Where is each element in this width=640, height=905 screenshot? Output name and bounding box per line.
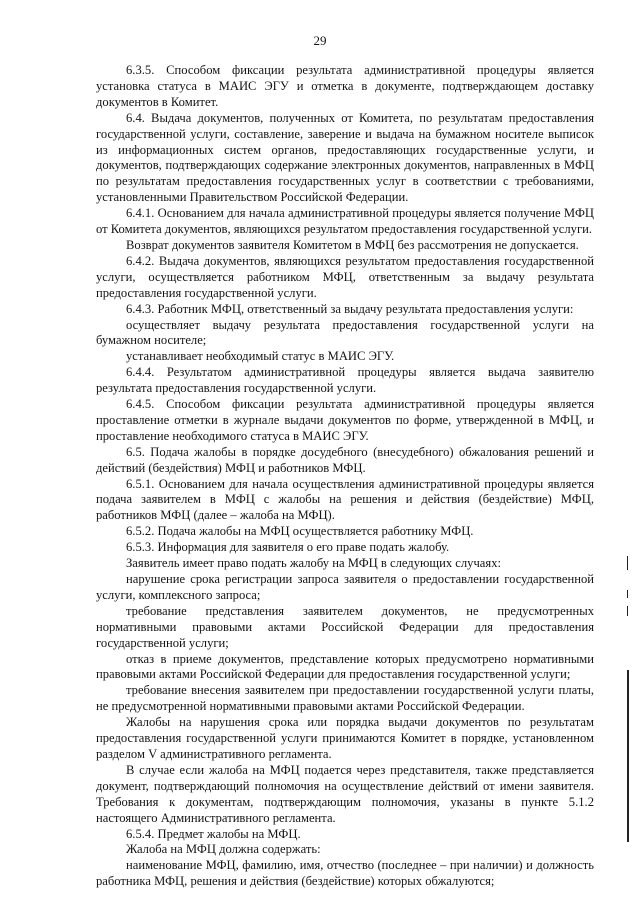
- paragraph: 6.5.4. Предмет жалобы на МФЦ.: [126, 826, 301, 841]
- paragraph: 6.4.4. Результатом административной процедуры является выдача заявителю результата предоставления государственной услуги.: [96, 365, 594, 396]
- paragraph: Возврат документов заявителя Комитетом в МФЦ без рассмотрения не допускается.: [126, 237, 579, 252]
- scan-edge-mark: [627, 670, 629, 842]
- paragraph: В случае если жалоба на МФЦ подается через представителя, также представляется документ, подтверждающий полномочия на осуществление действий от имени заявителя. Требования к документам, подтверждающим полномочия, указаны в пункте 5.1.2 настоящего Административного регламента.: [96, 762, 594, 825]
- paragraph: нарушение срока регистрации запроса заявителя о предоставлении государственной услуги, комплексного запроса;: [96, 572, 594, 602]
- scan-edge-mark: [627, 606, 628, 616]
- paragraph: 6.5. Подача жалобы в порядке досудебного (внесудебного) обжалования решений и действий (бездействия) МФЦ и работников МФЦ.: [96, 444, 594, 475]
- body-text: [96, 63, 594, 890]
- paragraph: осуществляет выдачу результата предоставления государственной услуги на бумажном носителе;: [96, 317, 594, 348]
- scan-edge-mark: [627, 590, 628, 598]
- paragraph: 6.3.5. Способом фиксации результата административной процедуры является установка статуса в МАИС ЭГУ и отметка в документе, подтверждающем доставку документов в Комитет.: [96, 63, 594, 109]
- paragraph: устанавливает необходимый статус в МАИС ЭГУ.: [126, 349, 395, 364]
- paragraph: 6.4.2. Выдача документов, являющихся результатом предоставления государственной услуги, осуществляется работником МФЦ, ответственным за выдачу результата предоставления государственной услуги.: [96, 253, 594, 300]
- paragraph: требование внесения заявителем при предоставлении государственной услуги платы, не предусмотренной нормативными правовыми актами Российской Федерации.: [96, 683, 594, 714]
- paragraph: 6.4.1. Основанием для начала административной процедуры является получение МФЦ от Комитета документов, являющихся результатом предоставления государственной услуги.: [96, 206, 594, 237]
- paragraph: 6.4.3. Работник МФЦ, ответственный за выдачу результата предоставления услуги:: [126, 301, 574, 316]
- paragraph: 6.4.5. Способом фиксации результата административной процедуры является проставление отметки в журнале выдачи документов по форме, утвержденной в МФЦ, и проставление необходимого статуса в МАИС ЭГУ.: [96, 397, 594, 443]
- paragraph: 6.5.3. Информация для заявителя о его праве подать жалобу.: [126, 540, 450, 555]
- paragraph: 6.5.2. Подача жалобы на МФЦ осуществляется работнику МФЦ.: [126, 524, 474, 539]
- paragraph: требование представления заявителем документов, не предусмотренных нормативными правовыми актами Российской Федерации для предоставления государственной услуги;: [96, 603, 594, 650]
- paragraph: 6.5.1. Основанием для начала осуществления административной процедуры является подача заявителем в МФЦ с жалобы на решения и действия (бездействие) МФЦ, работников МФЦ (далее – жалоба на МФЦ).: [96, 476, 594, 523]
- page-number: 29: [313, 33, 327, 48]
- paragraph: Заявитель имеет право подать жалобу на МФЦ в следующих случаях:: [126, 556, 501, 571]
- scan-edge-mark: [627, 556, 628, 570]
- paragraph: 6.4. Выдача документов, полученных от Комитета, по результатам предоставления государственной услуги, составление, заверение и выдача на бумажном носителе выписок из информационных систем органов, предоставляющих государственные услуги, и документов, подтверждающих содержание электронных документов, направленных в МФЦ по результатам предоставления государственных услуг в соответствии с требованиями, установленными Правительством Российской Федерации.: [96, 110, 594, 205]
- paragraph: Жалобы на нарушения срока или порядка выдачи документов по результатам предоставления государственной услуги принимаются Комитет в порядке, установленном разделом V административного регламента.: [96, 715, 594, 761]
- paragraph: отказ в приеме документов, представление которых предусмотрено нормативными правовыми актами Российской Федерации для предоставления государственной услуги;: [96, 651, 594, 682]
- paragraph: Жалоба на МФЦ должна содержать:: [126, 842, 321, 857]
- paragraph: наименование МФЦ, фамилию, имя, отчество (последнее – при наличии) и должность работника МФЦ, решения и действия (бездействие) которых обжалуются;: [96, 858, 594, 889]
